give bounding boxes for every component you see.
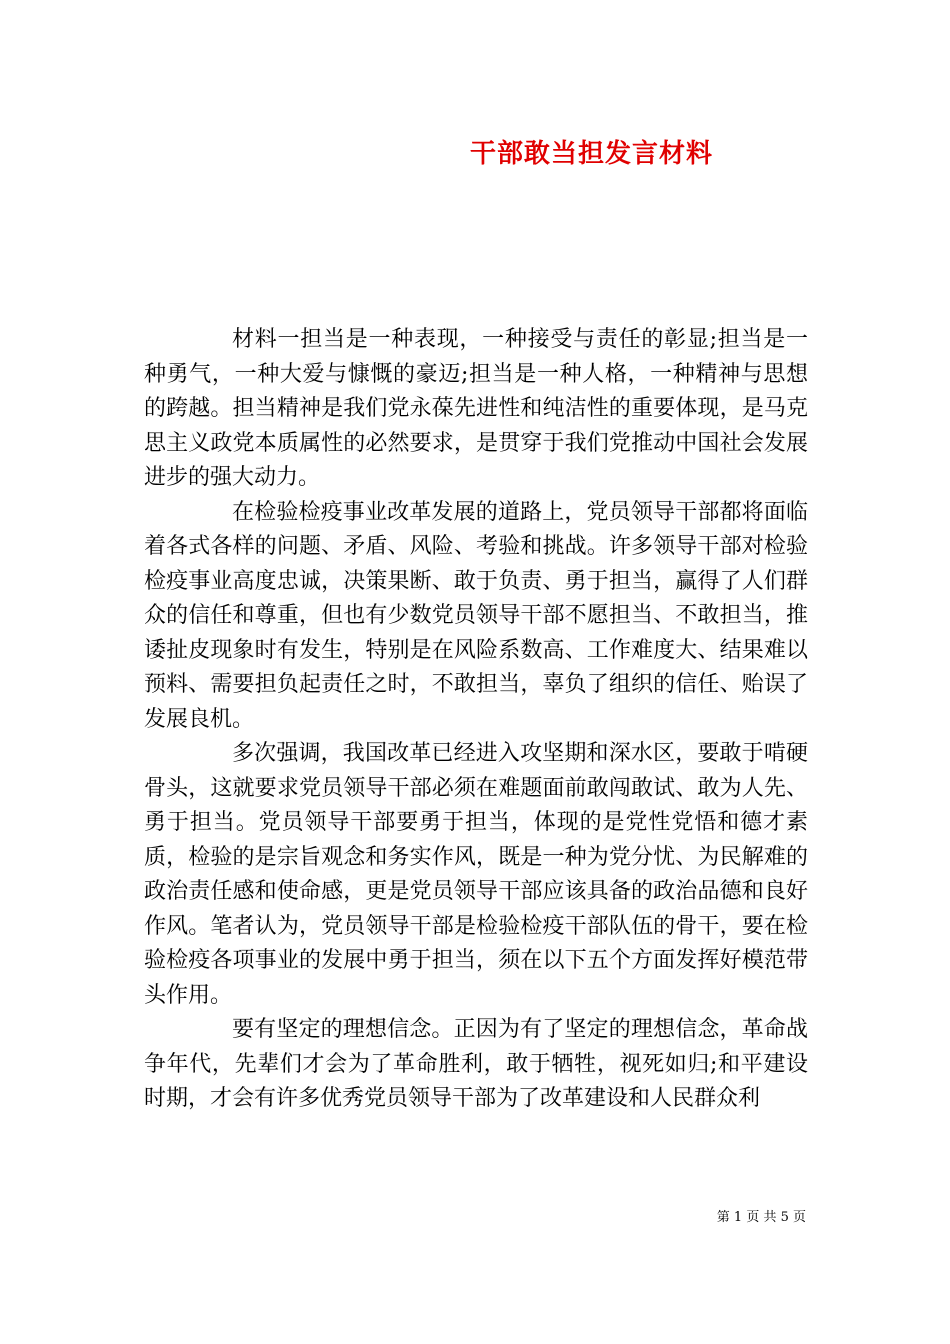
paragraph-2: 在检验检疫事业改革发展的道路上，党员领导干部都将面临着各式各样的问题、矛盾、风险、考验和挑战。许多领导干部对检验检疫事业高度忠诚，决策果断、敢于负责、勇于担当，赢得了人们群众的信任和尊重，但也有少数党员领导干部不愿担当、不敢担当，推诿扯皮现象时有发生，特别是在风险系数高、工作难度大、结果难以预料、需要担负起责任之时，不敢担当，辜负了组织的信任、贻误了发展良机。 <box>144 499 808 732</box>
paragraph-4: 要有坚定的理想信念。正因为有了坚定的理想信念，革命战争年代，先辈们才会为了革命胜利，敢于牺牲，视死如归;和平建设时期，才会有许多优秀党员领导干部为了改革建设和人民群众利 <box>144 1017 808 1111</box>
paragraph-3: 多次强调，我国改革已经进入攻坚期和深水区，要敢于啃硬骨头，这就要求党员领导干部必须在难题面前敢闯敢试、敢为人先、勇于担当。党员领导干部要勇于担当，体现的是党性党悟和德才素质，检验的是宗旨观念和务实作风，既是一种为党分忧、为民解难的政治责任感和使命感，更是党员领导干部应该具备的政治品德和良好作风。笔者认为，党员领导干部是检验检疫干部队伍的骨干，要在检验检疫各项事业的发展中勇于担当，须在以下五个方面发挥好模范带头作用。 <box>144 741 808 1008</box>
page-number-footer: 第 1 页 共 5 页 <box>716 1210 806 1225</box>
paragraph-1: 材料一担当是一种表现，一种接受与责任的彰显;担当是一种勇气，一种大爱与慷慨的豪迈;担当是一种人格，一种精神与思想的跨越。担当精神是我们党永葆先进性和纯洁性的重要体现，是马克思主义政党本质属性的必然要求，是贯穿于我们党推动中国社会发展进步的强大动力。 <box>144 327 808 490</box>
document-title: 干部敢当担发言材料 <box>470 139 714 169</box>
document-body <box>144 323 808 1117</box>
